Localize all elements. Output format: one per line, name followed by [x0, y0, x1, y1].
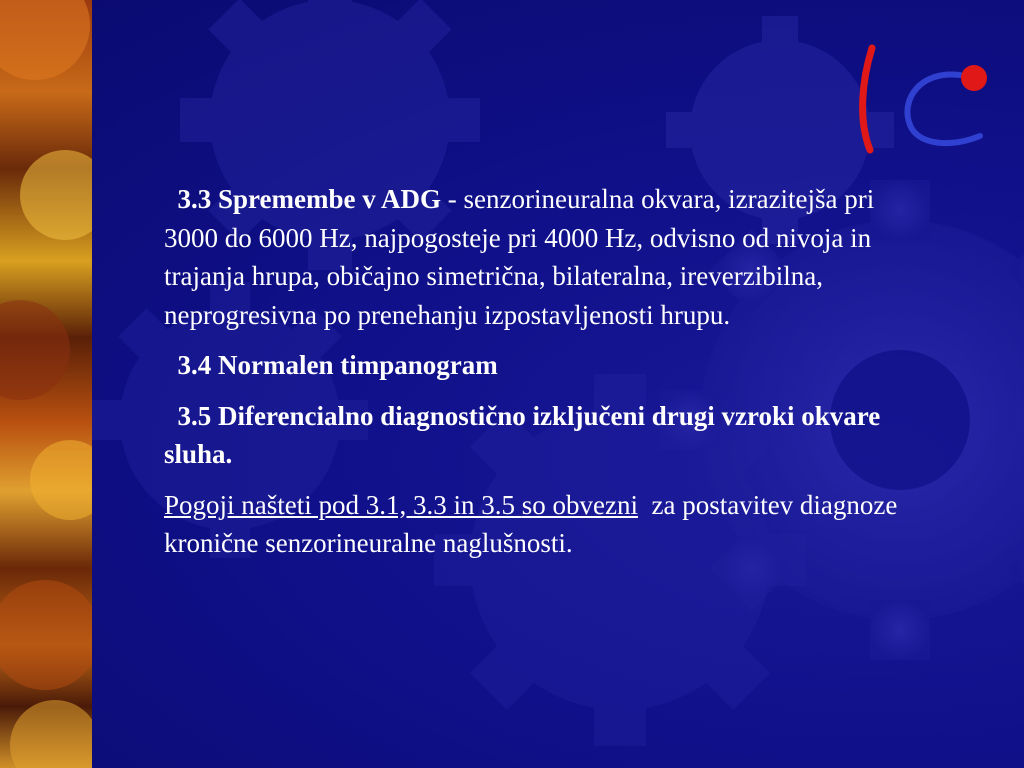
gear-icon: [30, 440, 92, 520]
gear-icon: [0, 300, 70, 400]
logo-mark: [850, 40, 1000, 160]
gear-icon: [0, 0, 90, 80]
decorative-side-strip: [0, 0, 92, 768]
conditions-body: za postavitev diagnoze kronične senzorineuralne naglušnosti.: [164, 489, 905, 558]
paragraph-3-3: [164, 180, 924, 334]
heading-3-5: 3.5 Diferencialno diagnostično izključeni drugi vzroki okvare sluha.: [164, 400, 881, 469]
gear-icon: [10, 700, 92, 768]
heading-3-4: 3.4 Normalen timpanogram: [177, 350, 498, 380]
gear-icon: [0, 580, 92, 690]
mandatory-link[interactable]: so obvezni: [521, 489, 638, 520]
paragraph-3-5: [164, 397, 924, 474]
paragraph-conditions: [164, 486, 924, 563]
slide-body: [164, 180, 924, 575]
heading-3-3: 3.3 Spremembe v ADG: [177, 184, 441, 214]
body-3-3: - senzorineuralna okvara, izrazitejša pri 3000 do 6000 Hz, najpogosteje pri 4000 Hz, odvisno od nivoja in trajanja hrupa, običajno simetrična, bilateralna, ireverzibilna, neprogresivna po prenehanju izpostavljenosti hrupu.: [164, 184, 875, 330]
conditions-link[interactable]: Pogoji našteti pod 3.1, 3.3 in 3.5: [164, 489, 522, 520]
paragraph-3-4: [164, 346, 924, 385]
gear-icon: [20, 150, 92, 240]
